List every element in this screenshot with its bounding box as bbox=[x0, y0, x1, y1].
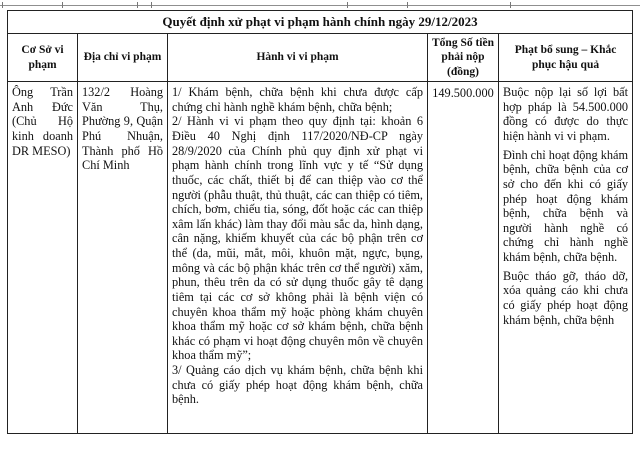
cropped-border-tick bbox=[151, 2, 152, 8]
cropped-row-remnant-line bbox=[0, 5, 640, 6]
table-row bbox=[8, 82, 633, 434]
cell-address: 132/2 Hoàng Văn Thụ, Phường 9, Quận Phú Nhuận, Thành phố Hồ Chí Minh bbox=[78, 82, 168, 434]
cropped-border-tick bbox=[62, 2, 63, 8]
cell-total-amount bbox=[428, 82, 499, 434]
cropped-border-tick bbox=[347, 2, 348, 8]
cell-additional-penalties bbox=[499, 82, 633, 434]
cell-violation-acts bbox=[168, 82, 428, 434]
cropped-border-tick bbox=[137, 2, 138, 8]
paragraph: Buộc nộp lại số lợi bất hợp pháp là 54.500.000 đồng có được do thực hiện hành vi vi phạm. bbox=[503, 85, 629, 143]
column-header-violation-acts: Hành vi vi phạm bbox=[168, 34, 428, 82]
column-header-address: Địa chỉ vi phạm bbox=[78, 34, 168, 82]
cell-violator: Ông Trần Anh Đức (Chủ Hộ kinh doanh DR MESO) bbox=[8, 82, 78, 434]
title-row bbox=[8, 11, 633, 34]
table-title: Quyết định xử phạt vi phạm hành chính ngày 29/12/2023 bbox=[8, 11, 633, 34]
paragraph: Đình chỉ hoạt động khám bệnh, chữa bệnh của cơ sở cho đến khi có giấy phép hoạt động khám bệnh, chữa bệnh và người hành nghề có chứng chỉ hành nghề khám bệnh, chữa bệnh. bbox=[503, 147, 629, 264]
paragraph: 1/ Khám bệnh, chữa bệnh khi chưa được cấp chứng chỉ hành nghề khám bệnh, chữa bệnh; bbox=[172, 85, 423, 114]
column-header-total-amount: Tổng Số tiền phải nộp (đồng) bbox=[428, 34, 499, 82]
penalty-decision-table bbox=[7, 10, 633, 434]
column-header-additional-penalty: Phạt bổ sung – Khắc phục hậu quả bbox=[499, 34, 633, 82]
total-amount-value: 149.500.000 bbox=[432, 86, 494, 101]
paragraph: 2/ Hành vi vi phạm theo quy định tại: khoản 6 Điều 40 Nghị định 117/2020/NĐ-CP ngày 28/9/2020 của Chính phủ quy định xử phạt vi phạm hành chính trong lĩnh vực y tế “Sử dụng thuốc, các chất, thiết bị để can thiệp vào cơ thể người (phẫu thuật, thủ thuật, các can thiệp có tiêm, chích, bơm, chiếu tia, sóng, đốt hoặc các can thiệp xâm lấn khác) làm thay đổi màu sắc da, hình dạng, cân nặng, khiếm khuyết của các bộ phận trên cơ thể (da, mũi, mắt, môi, khuôn mặt, ngực, bụng, mông và các bộ phận khác trên cơ thể người) xăm, phun, thêu trên da có sử dụng thuốc gây tê dạng tiêm tại các cơ sở không phải là bệnh viện có chuyên khoa thẩm mỹ hoặc phòng khám chuyên khoa thẩm mỹ hoặc cơ sở khám bệnh, chữa bệnh khác có phạm vi hoạt động chuyên môn về chuyên khoa thẩm mỹ”; bbox=[172, 114, 423, 363]
header-row bbox=[8, 34, 633, 82]
cropped-border-tick bbox=[510, 2, 511, 8]
paragraph: 3/ Quảng cáo dịch vụ khám bệnh, chữa bệnh khi chưa có giấy phép hoạt động khám bệnh, chữa bệnh. bbox=[172, 363, 423, 407]
paragraph: Buộc tháo gỡ, tháo dỡ, xóa quảng cáo khi chưa có giấy phép hoạt động khám bệnh, chữa bệnh bbox=[503, 268, 629, 327]
column-header-violator: Cơ Sở vi phạm bbox=[8, 34, 78, 82]
cropped-border-tick bbox=[2, 2, 3, 8]
cropped-border-tick bbox=[407, 2, 408, 8]
